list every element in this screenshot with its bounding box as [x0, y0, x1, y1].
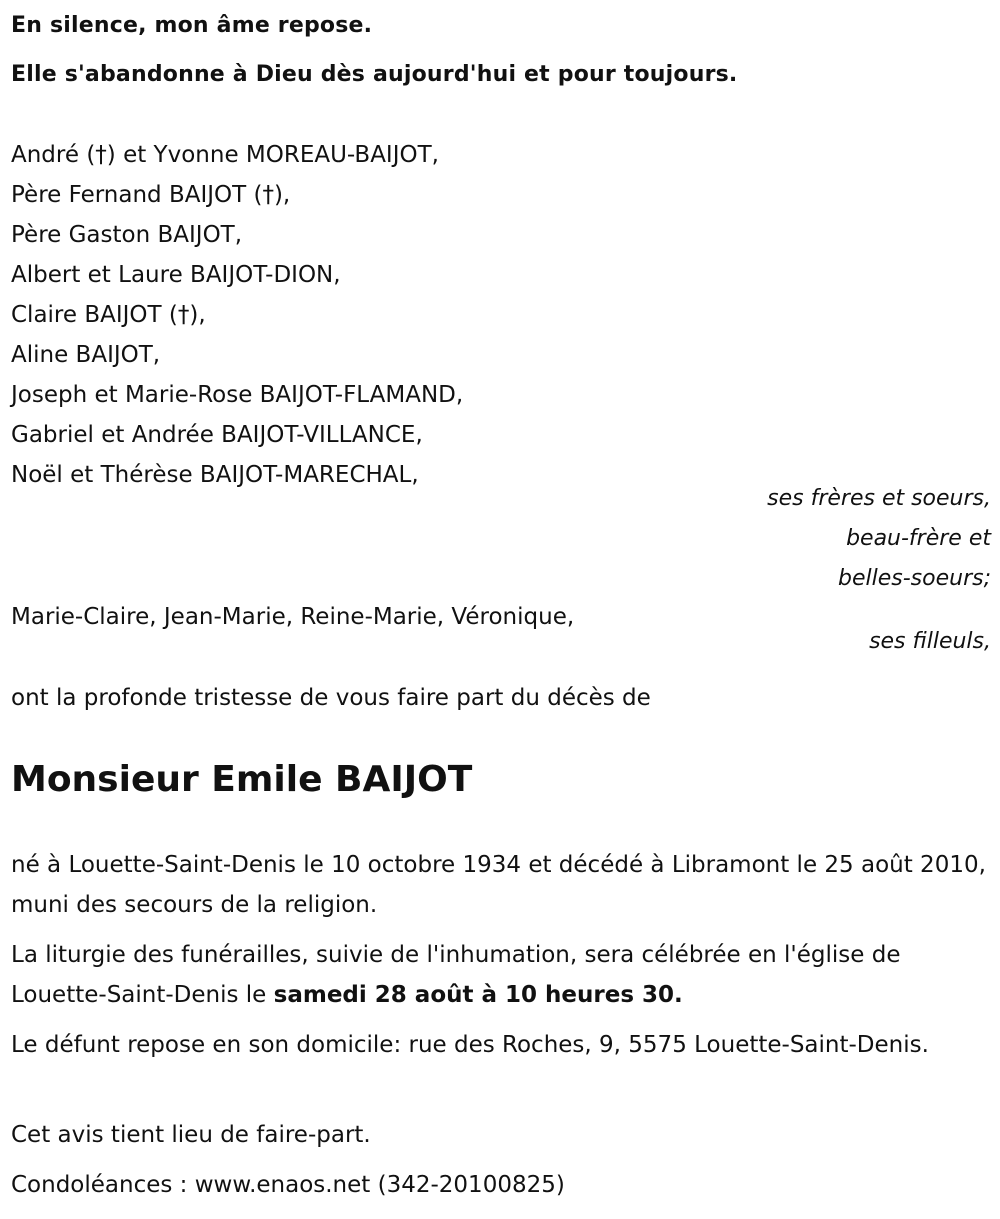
announcement-text: ont la profonde tristesse de vous faire part du décès de [11, 685, 651, 711]
godchildren-names: Marie-Claire, Jean-Marie, Reine-Marie, Véronique, [11, 604, 575, 630]
notice-paragraph: Cet avis tient lieu de faire-part. [11, 1122, 371, 1148]
rest-paragraph: Le défunt repose en son domicile: rue des Roches, 9, 5575 Louette-Saint-Denis. [11, 1032, 929, 1058]
family-member: Noël et Thérèse BAIJOT-MARECHAL, [11, 462, 419, 488]
epigraph-line-1: En silence, mon âme repose. [11, 13, 373, 38]
relation-brother-in-law: beau-frère et [846, 526, 991, 551]
relation-sisters-in-law: belles-soeurs; [838, 566, 991, 591]
family-member: Joseph et Marie-Rose BAIJOT-FLAMAND, [11, 382, 464, 408]
liturgy-paragraph [11, 935, 991, 1015]
family-member: Claire BAIJOT (†), [11, 302, 206, 328]
liturgy-text: La liturgie des funérailles, suivie de l'inhumation, sera célébrée en l'église de Louette-Saint-Denis le [11, 942, 901, 1008]
family-member: Albert et Laure BAIJOT-DION, [11, 262, 341, 288]
family-member: André (†) et Yvonne MOREAU-BAIJOT, [11, 142, 439, 168]
deceased-name: Monsieur Emile BAIJOT [11, 759, 473, 800]
epigraph-line-2: Elle s'abandonne à Dieu dès aujourd'hui et pour toujours. [11, 62, 738, 87]
condolences-paragraph: Condoléances : www.enaos.net (342-20100825) [11, 1172, 565, 1198]
family-member: Père Fernand BAIJOT (†), [11, 182, 291, 208]
family-member: Aline BAIJOT, [11, 342, 161, 368]
relation-siblings: ses frères et soeurs, [767, 486, 991, 511]
liturgy-date: samedi 28 août à 10 heures 30. [273, 982, 683, 1008]
family-member: Gabriel et Andrée BAIJOT-VILLANCE, [11, 422, 423, 448]
family-member: Père Gaston BAIJOT, [11, 222, 243, 248]
relation-godchildren: ses filleuls, [869, 629, 991, 654]
birth-death-paragraph: né à Louette-Saint-Denis le 10 octobre 1934 et décédé à Libramont le 25 août 2010, muni des secours de la religion. [11, 852, 986, 918]
